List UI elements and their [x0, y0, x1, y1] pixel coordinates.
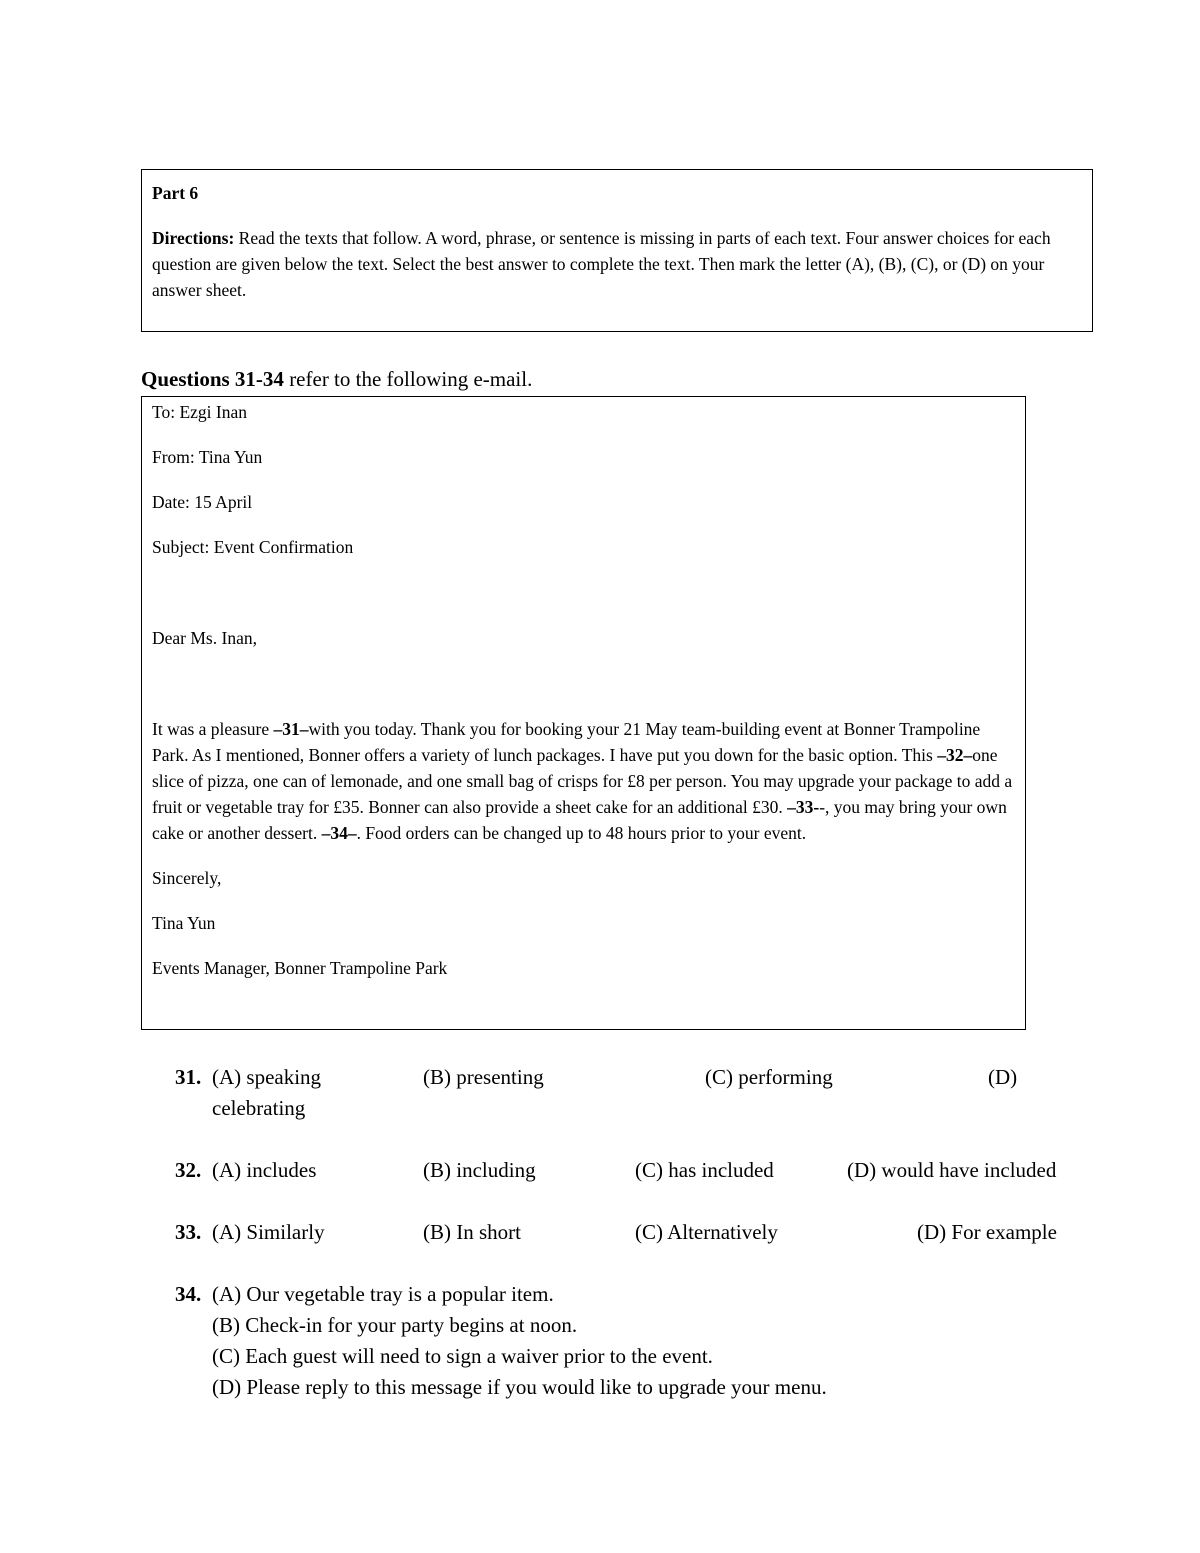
directions-body: Read the texts that follow. A word, phrase, or sentence is missing in parts of each text. Four answer choices for each question are given below the text. Select the best answer to complete the text. Then mark the letter (A), (B), (C), or (D) on your answer sheet. [152, 228, 1051, 300]
questions-range: Questions 31-34 [141, 367, 284, 391]
question-number: 33. [175, 1220, 202, 1244]
option-d[interactable]: (D) would have included [847, 1158, 1057, 1182]
option-b[interactable]: (B) In short [423, 1220, 521, 1244]
option-b[interactable]: (B) Check-in for your party begins at noon. [212, 1313, 578, 1337]
blank-33: –33- [787, 797, 820, 817]
option-a[interactable]: (A) speaking [212, 1065, 322, 1089]
email-box [141, 396, 1026, 1030]
signature-title: Events Manager, Bonner Trampoline Park [152, 958, 448, 978]
option-b[interactable]: (B) including [423, 1158, 536, 1182]
email-to: To: Ezgi Inan [152, 402, 247, 422]
question-32 [175, 1155, 1135, 1186]
email-date: Date: 15 April [152, 492, 253, 512]
option-a[interactable]: (A) Similarly [212, 1220, 325, 1244]
email-from: From: Tina Yun [152, 447, 263, 467]
option-c[interactable]: (C) performing [705, 1065, 833, 1089]
option-d[interactable]: (D) [988, 1065, 1018, 1089]
email-closing: Sincerely, [152, 868, 222, 888]
blank-34: –34– [321, 823, 357, 843]
questions-heading-rest: refer to the following e-mail. [283, 367, 533, 391]
directions-box [141, 169, 1093, 332]
option-c[interactable]: (C) has included [635, 1158, 774, 1182]
option-a[interactable]: (A) includes [212, 1158, 317, 1182]
question-number: 34. [175, 1282, 202, 1306]
blank-32: –32– [937, 745, 973, 765]
option-a[interactable]: (A) Our vegetable tray is a popular item. [212, 1282, 554, 1306]
blank-31: –31– [273, 719, 309, 739]
question-number: 31. [175, 1065, 202, 1089]
option-d[interactable]: (D) For example [917, 1220, 1057, 1244]
option-c[interactable]: (C) Alternatively [635, 1220, 778, 1244]
directions-text [152, 225, 1082, 303]
directions-label: Directions: [152, 228, 235, 248]
question-31-continuation [175, 1093, 1135, 1124]
email-subject: Subject: Event Confirmation [152, 537, 354, 557]
body-seg-4: -, you may bring your own cake or another dessert. [152, 797, 1007, 843]
question-31 [175, 1062, 1135, 1093]
signature-name: Tina Yun [152, 913, 216, 933]
body-seg-2: with you today. Thank you for booking your 21 May team-building event at Bonner Trampoline Park. As I mentioned, Bonner offers a variety of lunch packages. I have put you down for the basic option. This [152, 719, 981, 765]
option-c[interactable]: (C) Each guest will need to sign a waiver prior to the event. [212, 1344, 713, 1368]
body-seg-3: one slice of pizza, one can of lemonade, and one small bag of crisps for £8 per person. You may upgrade your package to add a fruit or vegetable tray for £35. Bonner can also provide a sheet cake for an additional £30. [152, 745, 1013, 817]
part-title: Part 6 [152, 183, 199, 203]
email-greeting: Dear Ms. Inan, [152, 628, 257, 648]
body-seg-1: It was a pleasure [152, 719, 274, 739]
questions-heading [141, 365, 532, 393]
question-number: 32. [175, 1158, 202, 1182]
option-d[interactable]: (D) Please reply to this message if you would like to upgrade your menu. [212, 1375, 827, 1399]
option-d-continuation[interactable]: celebrating [212, 1096, 306, 1120]
question-34 [175, 1279, 1135, 1310]
option-b[interactable]: (B) presenting [423, 1065, 544, 1089]
email-body [152, 716, 1015, 846]
answer-choices [175, 1062, 1135, 1403]
question-33 [175, 1217, 1135, 1248]
body-seg-5: . Food orders can be changed up to 48 hours prior to your event. [356, 823, 807, 843]
